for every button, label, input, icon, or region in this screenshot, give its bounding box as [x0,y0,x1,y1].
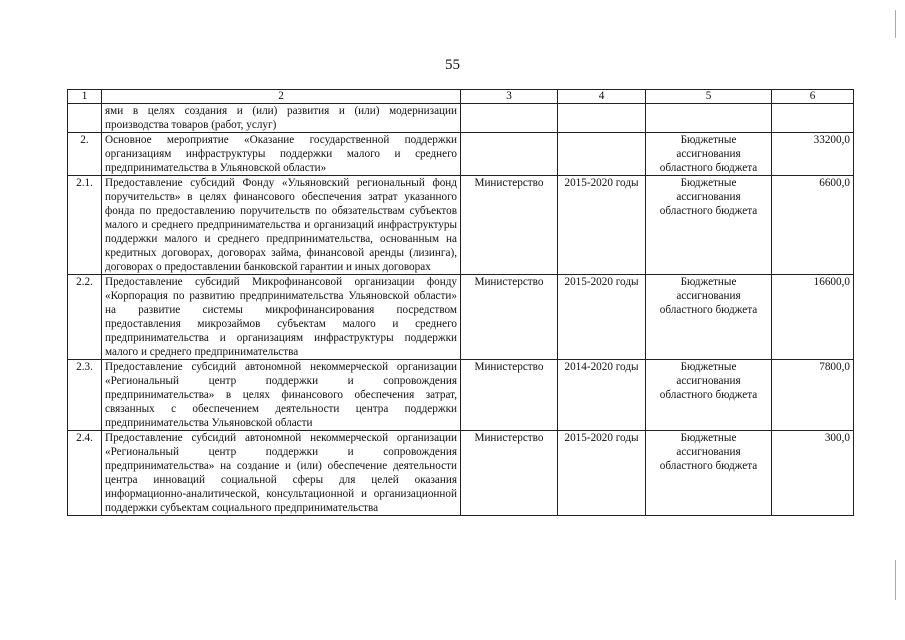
row-amount [772,104,854,133]
row-period: 2015-2020 годы [558,275,646,360]
row-executor: Министерство [461,431,558,516]
row-description: Предоставление субсидий Микрофинансовой организации фонду «Корпорация по развитию предпринимательства Ульяновской области» на развитие системы микрофинансирования посредством предоставления микрозаймов субъектам малого и среднего предпринимательства и организациям инфраструктуры поддержки малого и среднего предпринимательства [102,275,461,360]
page-number: 55 [445,57,460,73]
row-number: 2.1. [68,176,102,275]
table-row [68,431,854,516]
column-header: 3 [461,90,558,104]
row-period [558,133,646,176]
row-executor: Министерство [461,176,558,275]
column-header: 2 [102,90,461,104]
row-number: 2.2. [68,275,102,360]
row-number: 2. [68,133,102,176]
budget-table [67,89,854,516]
table-row [68,133,854,176]
column-header: 1 [68,90,102,104]
row-amount: 6600,0 [772,176,854,275]
row-executor: Министерство [461,275,558,360]
row-number: 2.4. [68,431,102,516]
table-header-row [68,90,854,104]
table-row [68,104,854,133]
row-period [558,104,646,133]
row-funding-source: Бюджетные ассигнования областного бюджета [646,431,772,516]
row-description: Основное мероприятие «Оказание государственной поддержки организациям инфраструктуры поддержки малого и среднего предпринимательства в Ульяновской области» [102,133,461,176]
row-executor [461,133,558,176]
row-amount: 300,0 [772,431,854,516]
row-description: Предоставление субсидий автономной некоммерческой организации «Региональный центр поддержки и сопровождения предпринимательства» на создание и (или) обеспечение деятельности центра инноваций социальной сферы для целей оказания информационно-аналитической, консультационной и организационной поддержки субъектам социального предпринимательства [102,431,461,516]
row-description: Предоставление субсидий Фонду «Ульяновский региональный фонд поручительств» в целях финансового обеспечения затрат указанного фонда по предоставлению поручительств по обязательствам субъектов малого и среднего предпринимательства и организаций инфраструктуры поддержки малого и среднего предпринимательства, основанным на кредитных договорах, договорах займа, финансовой аренды (лизинга), договорах о предоставлении банковской гарантии и иных договорах [102,176,461,275]
table-row [68,275,854,360]
scan-margin-mark [895,10,896,38]
column-header: 6 [772,90,854,104]
row-executor: Министерство [461,360,558,431]
row-period: 2015-2020 годы [558,176,646,275]
table-row [68,176,854,275]
row-funding-source: Бюджетные ассигнования областного бюджета [646,360,772,431]
column-header: 4 [558,90,646,104]
row-funding-source: Бюджетные ассигнования областного бюджета [646,176,772,275]
row-funding-source: Бюджетные ассигнования областного бюджета [646,275,772,360]
scan-margin-mark [895,560,896,600]
column-header: 5 [646,90,772,104]
table-row [68,360,854,431]
row-description: Предоставление субсидий автономной некоммерческой организации «Региональный центр поддержки и сопровождения предпринимательства» в целях финансового обеспечения затрат, связанных с обеспечением деятельности центра поддержки предпринимательства Ульяновской области [102,360,461,431]
row-funding-source [646,104,772,133]
row-period: 2014-2020 годы [558,360,646,431]
row-amount: 33200,0 [772,133,854,176]
row-period: 2015-2020 годы [558,431,646,516]
row-number: 2.3. [68,360,102,431]
row-amount: 16600,0 [772,275,854,360]
row-executor [461,104,558,133]
row-number [68,104,102,133]
row-funding-source: Бюджетные ассигнования областного бюджета [646,133,772,176]
row-description: ями в целях создания и (или) развития и (или) модернизации производства товаров (работ, услуг) [102,104,461,133]
row-amount: 7800,0 [772,360,854,431]
